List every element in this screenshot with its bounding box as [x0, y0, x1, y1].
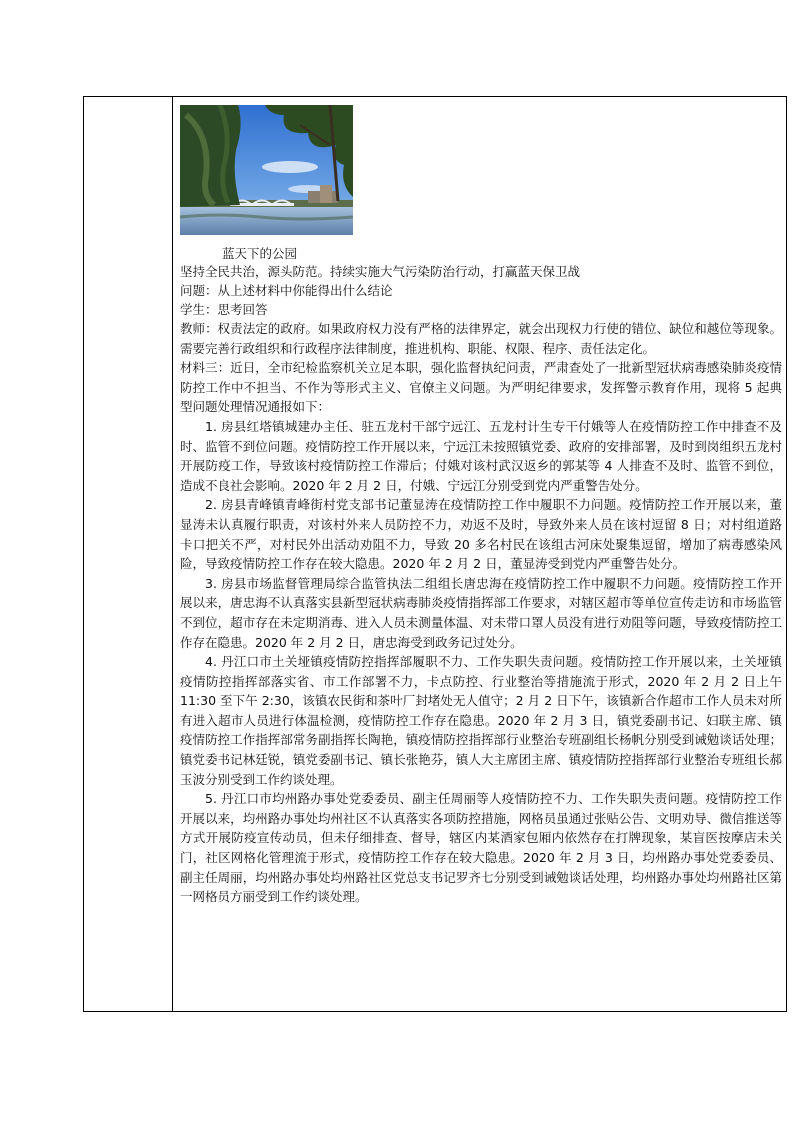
document-table: [83, 96, 787, 1012]
case-item-3: 3. 房县市场监督管理局综合监管执法二组组长唐忠海在疫情防控工作中履职不力问题。疫情防控工作开展以来，唐忠海不认真落实县新型冠状病毒肺炎疫情指挥部工作要求，对辖区超市等单位宣传走访和市场监管不到位，超市存在未定期消毒、进入人员未测量体温、对未带口罩人员没有进行劝阻等问题，导致疫情防控工作存在隐患。2020 年 2 月 2 日，唐忠海受到政务记过处分。: [180, 575, 782, 650]
table-content-cell: [180, 105, 782, 907]
teacher-paragraph: 教师：权责法定的政府。如果政府权力没有严格的法律界定，就会出现权力行使的错位、缺位和越位等现象。需要完善行政组织和行政程序法律制度，推进机构、职能、权限、程序、责任法定化。: [180, 321, 782, 356]
material-three-paragraph: 材料三：近日，全市纪检监察机关立足本职，强化监督执纪问责，严肃查处了一批新型冠状病毒感染肺炎疫情防控工作中不担当、不作为等形式主义、官僚主义问题。为严明纪律要求，发挥警示教育作用，现将 5 起典型问题处理情况通报如下：: [180, 360, 782, 415]
case-item-1: 1. 房县红塔镇城建办主任、驻五龙村干部宁远江、五龙村计生专干付娥等人在疫情防控工作中排查不及时、监管不到位问题。疫情防控工作开展以来，宁远江未按照镇党委、政府的安排部署，及时到岗组织五龙村开展防疫工作，导致该村疫情防控工作滞后；付娥对该村武汉返乡的郭某等 4 人排查不及时、监管不到位，造成不良社会影响。2020 年 2 月 2 日，付娥、宁远江分别受到党内严重警告处分。: [180, 418, 782, 493]
park-photo: [180, 105, 353, 235]
slogan-line: 坚持全民共治，源头防范。持续实施大气污染防治行动，打赢蓝天保卫战: [180, 264, 581, 279]
student-line: 学生：思考回答: [180, 302, 268, 317]
case-item-5: 5. 丹江口市均州路办事处党委委员、副主任周丽等人疫情防控不力、工作失职失责问题。疫情防控工作开展以来，均州路办事处均州社区不认真落实各项防控措施，网格员虽通过张贴公告、文明劝导、微信推送等方式开展防疫宣传动员，但未仔细排查、督导，辖区内某酒家包厢内依然存在打牌现象，某盲医按摩店未关门，社区网格化管理流于形式，疫情防控工作存在较大隐患。2020 年 2 月 3 日，均州路办事处党委委员、副主任周丽，均州路办事处均州路社区党总支书记罗齐七分别受到诫勉谈话处理，均州路办事处均州路社区第一网格员方丽受到工作约谈处理。: [180, 791, 782, 905]
case-item-2: 2. 房县青峰镇青峰街村党支部书记董显涛在疫情防控工作中履职不力问题。疫情防控工作开展以来，董显涛未认真履行职责，对该村外来人员防控不力，劝返不及时，导致外来人员在该村逗留 8 日；对村组道路卡口把关不严，对村民外出活动劝阻不力，导致 20 多名村民在该组古河床处聚集逗留，增加了病毒感染风险，导致疫情防控工作存在较大隐患。2020 年 2 月 2 日，董显涛受到党内严重警告处分。: [180, 497, 782, 572]
table-left-cell: [84, 97, 173, 1011]
photo-caption: 蓝天下的公园: [222, 246, 298, 261]
question-line: 问题：从上述材料中你能得出什么结论: [180, 283, 393, 298]
case-item-4: 4. 丹江口市土关垭镇疫情防控指挥部履职不力、工作失职失责问题。疫情防控工作开展以来，土关垭镇疫情防控指挥部落实省、市工作部署不力，卡点防控、行业整治等措施流于形式，2020 年 2 月 2 日上午 11:30 至下午 2:30，该镇农民街和茶叶厂封堵处无人值守；2 月 2 日下午，该镇新合作超市工作人员未对所有进入超市人员进行体温检测，疫情防控工作存在隐患。2020 年 2 月 3 日，镇党委副书记、妇联主席、镇疫情防控工作指挥部常务副指挥长陶艳，镇疫情防控指挥部行业整治专班副组长杨帆分别受到诫勉谈话处理；镇党委书记林廷锐，镇党委副书记、镇长张艳芬，镇人大主席团主席、镇疫情防控指挥部行业整治专班组长郝玉波分别受到工作约谈处理。: [180, 654, 782, 787]
